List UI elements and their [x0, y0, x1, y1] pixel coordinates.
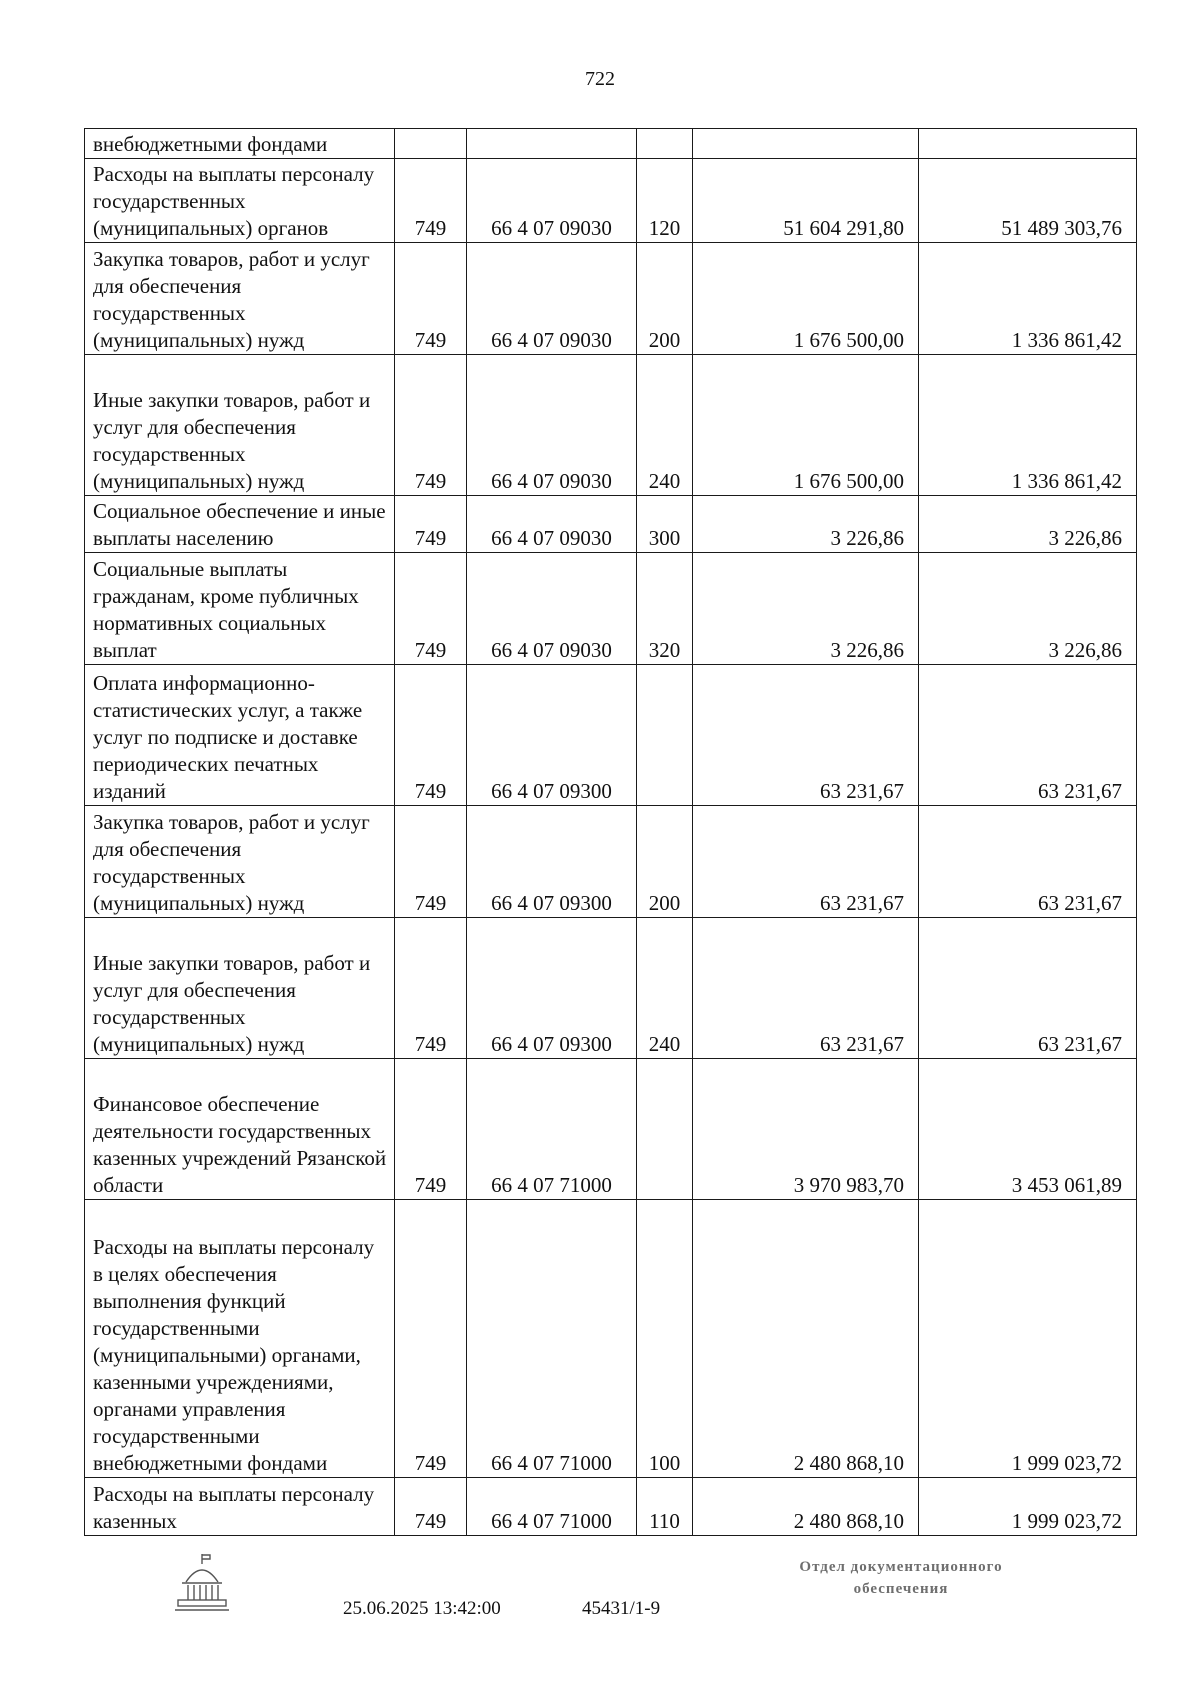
- row-name: внебюджетными фондами: [85, 129, 395, 159]
- row-fact-amount: 51 489 303,76: [919, 159, 1137, 243]
- row-expense-kind: [637, 665, 693, 806]
- table-row: [85, 129, 1137, 159]
- row-plan-amount: 51 604 291,80: [693, 159, 919, 243]
- row-expense-kind: 120: [637, 159, 693, 243]
- row-expense-kind: 300: [637, 496, 693, 553]
- row-name: Оплата информационно-статистических услуг, а также услуг по подписке и доставке периодических печатных изданий: [85, 665, 395, 806]
- table-row: [85, 1478, 1137, 1536]
- table-row: [85, 355, 1137, 496]
- row-plan-amount: 2 480 868,10: [693, 1200, 919, 1478]
- row-fact-amount: 1 336 861,42: [919, 243, 1137, 355]
- row-fact-amount: [919, 129, 1137, 159]
- row-target-article: 66 4 07 09030: [467, 496, 637, 553]
- row-plan-amount: 63 231,67: [693, 806, 919, 918]
- row-expense-kind: [637, 129, 693, 159]
- row-code: 749: [395, 355, 467, 496]
- table-row: [85, 159, 1137, 243]
- row-fact-amount: 63 231,67: [919, 806, 1137, 918]
- row-expense-kind: 320: [637, 553, 693, 665]
- row-code: 749: [395, 806, 467, 918]
- row-name: Иные закупки товаров, работ и услуг для обеспечения государственных (муниципальных) нужд: [85, 918, 395, 1059]
- row-plan-amount: 63 231,67: [693, 918, 919, 1059]
- row-target-article: 66 4 07 09030: [467, 159, 637, 243]
- row-expense-kind: 110: [637, 1478, 693, 1536]
- row-fact-amount: 63 231,67: [919, 918, 1137, 1059]
- row-code: 749: [395, 1200, 467, 1478]
- department-stamp: [756, 1556, 1046, 1600]
- table-row: [85, 1200, 1137, 1478]
- row-fact-amount: 3 226,86: [919, 496, 1137, 553]
- row-target-article: 66 4 07 09300: [467, 665, 637, 806]
- table-row: [85, 553, 1137, 665]
- row-code: 749: [395, 1059, 467, 1200]
- row-plan-amount: 2 480 868,10: [693, 1478, 919, 1536]
- budget-table: [84, 128, 1137, 1536]
- row-plan-amount: 3 226,86: [693, 496, 919, 553]
- row-name: Расходы на выплаты персоналу в целях обеспечения выполнения функций государственными (муниципальными) органами, казенными учреждениями, органами управления государственными внебюджетными фондами: [85, 1200, 395, 1478]
- row-code: 749: [395, 1478, 467, 1536]
- row-plan-amount: 3 970 983,70: [693, 1059, 919, 1200]
- row-plan-amount: 1 676 500,00: [693, 355, 919, 496]
- row-code: [395, 129, 467, 159]
- row-target-article: 66 4 07 09030: [467, 355, 637, 496]
- row-plan-amount: 63 231,67: [693, 665, 919, 806]
- row-name: Расходы на выплаты персоналу государственных (муниципальных) органов: [85, 159, 395, 243]
- footer-registration-number: 45431/1-9: [582, 1598, 661, 1619]
- row-target-article: 66 4 07 09030: [467, 243, 637, 355]
- row-code: 749: [395, 918, 467, 1059]
- row-target-article: 66 4 07 09300: [467, 806, 637, 918]
- row-target-article: 66 4 07 09300: [467, 918, 637, 1059]
- row-plan-amount: [693, 129, 919, 159]
- row-target-article: 66 4 07 09030: [467, 553, 637, 665]
- row-code: 749: [395, 159, 467, 243]
- row-expense-kind: [637, 1059, 693, 1200]
- row-fact-amount: 3 226,86: [919, 553, 1137, 665]
- page-number: 722: [585, 68, 615, 90]
- row-expense-kind: 240: [637, 355, 693, 496]
- row-target-article: 66 4 07 71000: [467, 1059, 637, 1200]
- row-plan-amount: 1 676 500,00: [693, 243, 919, 355]
- row-target-article: 66 4 07 71000: [467, 1200, 637, 1478]
- row-expense-kind: 100: [637, 1200, 693, 1478]
- table-row: [85, 918, 1137, 1059]
- row-name: Финансовое обеспечение деятельности государственных казенных учреждений Рязанской области: [85, 1059, 395, 1200]
- row-fact-amount: 1 999 023,72: [919, 1478, 1137, 1536]
- row-expense-kind: 240: [637, 918, 693, 1059]
- stamp-line: обеспечения: [853, 1581, 949, 1597]
- row-name: Закупка товаров, работ и услуг для обеспечения государственных (муниципальных) нужд: [85, 806, 395, 918]
- row-code: 749: [395, 496, 467, 553]
- row-plan-amount: 3 226,86: [693, 553, 919, 665]
- row-target-article: [467, 129, 637, 159]
- row-expense-kind: 200: [637, 806, 693, 918]
- row-expense-kind: 200: [637, 243, 693, 355]
- row-fact-amount: 1 999 023,72: [919, 1200, 1137, 1478]
- table-row: [85, 665, 1137, 806]
- row-code: 749: [395, 665, 467, 806]
- table-row: [85, 806, 1137, 918]
- row-target-article: 66 4 07 71000: [467, 1478, 637, 1536]
- table-row: [85, 496, 1137, 553]
- stamp-line: Отдел документационного: [799, 1559, 1003, 1575]
- footer-datetime: 25.06.2025 13:42:00: [343, 1598, 501, 1619]
- row-name: Иные закупки товаров, работ и услуг для обеспечения государственных (муниципальных) нужд: [85, 355, 395, 496]
- row-code: 749: [395, 553, 467, 665]
- table-row: [85, 243, 1137, 355]
- table-row: [85, 1059, 1137, 1200]
- row-name: Социальные выплаты гражданам, кроме публичных нормативных социальных выплат: [85, 553, 395, 665]
- row-name: Закупка товаров, работ и услуг для обеспечения государственных (муниципальных) нужд: [85, 243, 395, 355]
- row-fact-amount: 1 336 861,42: [919, 355, 1137, 496]
- row-name: Социальное обеспечение и иные выплаты населению: [85, 496, 395, 553]
- row-name: Расходы на выплаты персоналу казенных: [85, 1478, 395, 1536]
- duma-building-logo-icon: [172, 1552, 232, 1614]
- row-fact-amount: 3 453 061,89: [919, 1059, 1137, 1200]
- row-code: 749: [395, 243, 467, 355]
- row-fact-amount: 63 231,67: [919, 665, 1137, 806]
